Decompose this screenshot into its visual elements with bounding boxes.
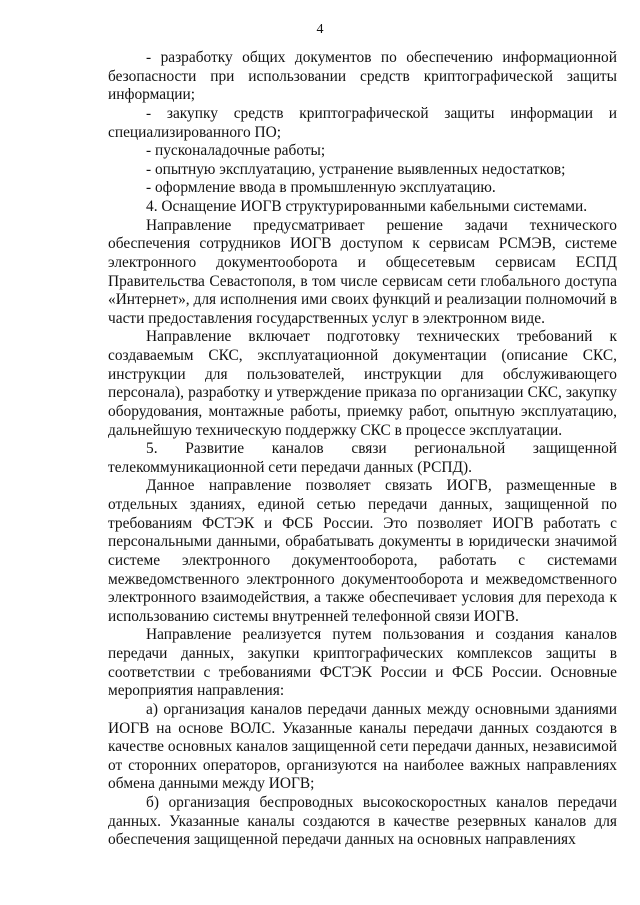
list-item-develop-documents: - разработку общих документов по обеспечению информационной безопасности при использовании средств криптографической защиты информации;	[108, 49, 617, 104]
section-heading-rspd: 5. Развитие каналов связи региональной защищенной телекоммуникационной сети передачи данных (РСПД).	[108, 440, 617, 476]
list-item-fiber-channels: а) организация каналов передачи данных между основными зданиями ИОГВ на основе ВОЛС. Указанные каналы передачи данных создаются в качестве основных каналов защищенной сети передачи данных, независимой от сторонних операторов, организуются на наиболее важных направлениях обмена данными между ИОГВ;	[108, 700, 617, 793]
paragraph-rspd-purpose: Данное направление позволяет связать ИОГВ, размещенные в отдельных зданиях, единой сетью передачи данных, защищенной по требованиям ФСТЭК и ФСБ России. Это позволяет ИОГВ работать с персональными данными, обрабатывать документы в юридически значимой системе электронного документооборота, работать с системами межведомственного электронного документооборота и межведомственного электронного взаимодействия, а также обеспечивает условия для перехода к использованию системы внутренней телефонной связи ИОГВ.	[108, 477, 617, 625]
list-item-wireless-channels: б) организация беспроводных высокоскоростных каналов передачи данных. Указанные каналы создаются в качестве резервных каналов для обеспечения защищенной передачи данных на основных направлениях	[108, 794, 617, 849]
paragraph-scs-purpose: Направление предусматривает решение задачи технического обеспечения сотрудников ИОГВ доступом к сервисам РСМЭВ, системе электронного документооборота и общесетевым сервисам ЕСПД Правительства Севастополя, в том числе сервисам сети глобального доступа «Интернет», для исполнения ими своих функций и реализации полномочий в части предоставления государственных услуг в электронном виде.	[108, 216, 617, 327]
list-item-commissioning: - пусконаладочные работы;	[146, 142, 326, 160]
document-body	[108, 49, 617, 850]
list-item-production-launch: - оформление ввода в промышленную эксплуатацию.	[146, 179, 496, 197]
section-heading-scs: 4. Оснащение ИОГВ структурированными кабельными системами.	[146, 198, 588, 215]
paragraph-scs-scope: Направление включает подготовку технических требований к создаваемым СКС, эксплуатационной документации (описание СКС, инструкции для пользователей, инструкции для обслуживающего персонала), разработку и утверждение приказа по организации СКС, закупку оборудования, монтажные работы, приемку работ, опытную эксплуатацию, дальнейшую техническую поддержку СКС в процессе эксплуатации.	[108, 328, 617, 439]
list-item-trial-operation: - опытную эксплуатацию, устранение выявленных недостатков;	[146, 160, 566, 178]
list-item-purchase-crypto: - закупку средств криптографической защиты информации и специализированного ПО;	[108, 104, 617, 141]
paragraph-rspd-measures: Направление реализуется путем пользования и создания каналов передачи данных, закупки криптографических комплексов защиты в соответствии с требованиями ФСТЭК России и ФСБ России. Основные мероприятия направления:	[108, 626, 617, 700]
page-number: 4	[316, 22, 324, 37]
